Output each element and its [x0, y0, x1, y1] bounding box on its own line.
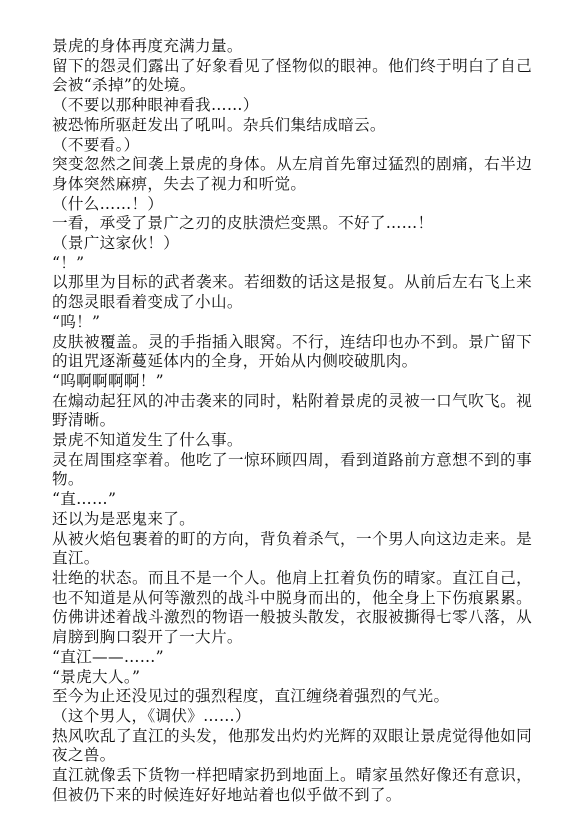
paragraph: 灵在周围痉挛着。他吃了一惊环顾四周，看到道路前方意想不到的事物。	[52, 450, 532, 489]
paragraph: 留下的怨灵们露出了好象看见了怪物似的眼神。他们终于明白了自己会被“杀掉”的处境。	[52, 56, 532, 95]
paragraph: 被恐怖所驱赶发出了吼叫。杂兵们集结成暗云。	[52, 115, 386, 134]
paragraph: 突变忽然之间袭上景虎的身体。从左肩首先窜过猛烈的剧痛，右半边身体突然麻痹，失去了视力和听觉。	[52, 155, 532, 193]
paragraph: “呜啊啊啊啊！”	[52, 371, 164, 390]
paragraph: “！”	[52, 253, 85, 272]
paragraph: （什么……！）	[52, 194, 164, 213]
paragraph: 热风吹乱了直江的头发，他那发出灼灼光辉的双眼让景虎觉得他如同夜之兽。	[52, 726, 532, 765]
paragraph: 在煽动起狂风的冲击袭来的同时，粘附着景虎的灵被一口气吹飞。视野清晰。	[52, 391, 532, 430]
paragraph: 以那里为目标的武者袭来。若细数的话这是报复。从前后左右飞上来的怨灵眼看着变成了小山。	[52, 273, 532, 312]
paragraph: 从被火焰包裹着的町的方向，背负着杀气，一个男人向这边走来。是直江。	[52, 529, 532, 568]
paragraph: 壮绝的状态。而且不是一个人。他肩上扛着负伤的晴家。直江自己，也不知道是从何等激烈的战斗中脱身而出的，他全身上下伤痕累累。仿佛讲述着战斗激烈的物语一般披头散发，衣服被撕得七零八落，从肩膀到胸口裂开了一大片。	[52, 568, 532, 647]
paragraph: “呜！”	[52, 312, 101, 331]
paragraph: （不要以那种眼神看我……）	[52, 96, 259, 115]
paragraph: 皮肤被覆盖。灵的手指插入眼窝。不行，连结印也办不到。景广留下的诅咒逐渐蔓延体内的全身，开始从内侧咬破肌肉。	[52, 332, 532, 371]
paragraph: 至今为止还没见过的强烈程度，直江缠绕着强烈的气光。	[52, 687, 450, 706]
paragraph: “直江——……”	[52, 647, 164, 666]
paragraph: 景虎的身体再度充满力量。	[52, 37, 243, 55]
paragraph: “直……”	[52, 490, 117, 509]
paragraph: （不要看。）	[52, 135, 140, 154]
paragraph: 还以为是恶鬼来了。	[52, 509, 196, 528]
paragraph: 直江就像丢下货物一样把晴家扔到地面上。晴家虽然好像还有意识，但被仍下来的时候连好好地站着也似乎做不到了。	[52, 766, 532, 804]
novel-page	[52, 37, 532, 805]
paragraph: 一看，承受了景广之刃的皮肤溃烂变黑。不好了……！	[52, 214, 434, 233]
paragraph: 景虎不知道发生了什么事。	[52, 431, 243, 450]
paragraph: （这个男人，《调伏》……）	[52, 706, 251, 725]
paragraph: （景广这家伙！）	[52, 234, 180, 253]
paragraph: “景虎大人。”	[52, 667, 141, 686]
